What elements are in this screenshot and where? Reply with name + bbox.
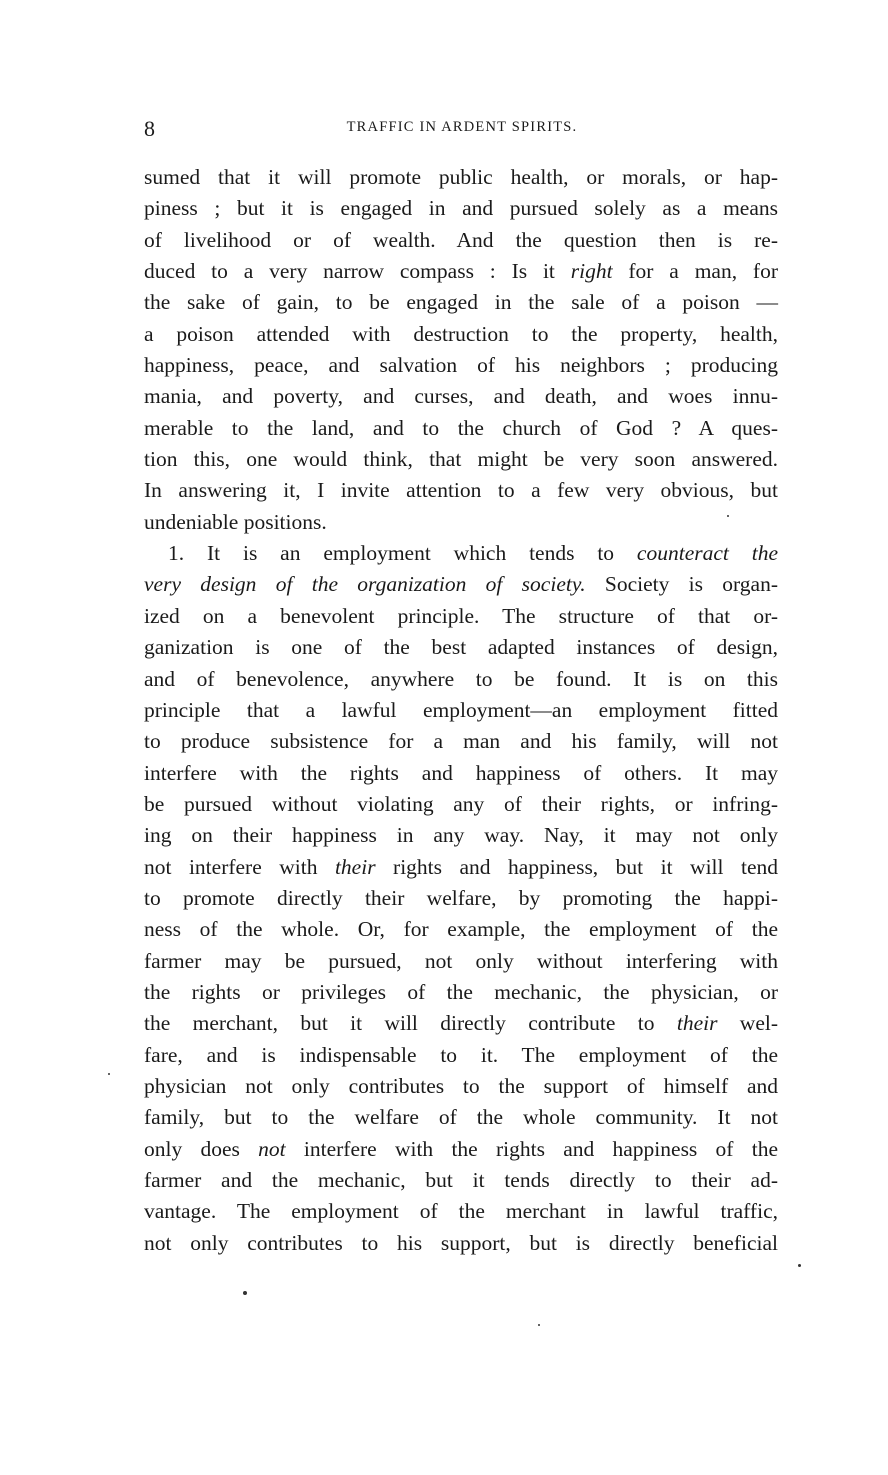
text-segment: mania, and poverty, and curses, and death, and woes innu-: [144, 384, 778, 409]
text-segment: and of benevolence, anywhere to be found. It is on this: [144, 666, 778, 691]
text-line: [144, 319, 778, 350]
scan-speck: [538, 1324, 540, 1326]
text-line: [144, 381, 778, 412]
text-segment: the sake of gain, to be engaged in the sale of a poison —: [144, 290, 778, 315]
text-line: [144, 1196, 778, 1227]
running-title: TRAFFIC IN ARDENT SPIRITS.: [346, 119, 578, 135]
scan-speck: [108, 1073, 110, 1075]
text-segment: rights and happiness, but it will tend: [375, 854, 778, 879]
text-line: [144, 1040, 778, 1071]
text-line: [144, 1165, 778, 1196]
text-segment: fare, and is indispensable to it. The employment of the: [144, 1042, 778, 1067]
page-number: 8: [144, 116, 155, 141]
text-segment: ing on their happiness in any way. Nay, it may not only: [144, 823, 778, 848]
text-segment: piness ; but it is engaged in and pursued solely as a means: [144, 196, 778, 221]
italic-text: not: [258, 1136, 286, 1161]
text-line: [144, 256, 778, 287]
text-segment: to promote directly their welfare, by promoting the happi-: [144, 885, 778, 910]
text-line: [144, 413, 778, 444]
text-line: [144, 538, 778, 569]
text-line: [144, 601, 778, 632]
text-line: [144, 632, 778, 663]
scan-speck: [798, 1264, 801, 1267]
text-segment: Society is organ-: [585, 572, 779, 597]
text-line: [144, 193, 778, 224]
text-segment: to produce subsistence for a man and his family, will not: [144, 729, 778, 754]
italic-text: counteract the: [636, 541, 778, 566]
text-segment: vantage. The employment of the merchant in lawful traffic,: [144, 1199, 778, 1224]
text-segment: of livelihood or of wealth. And the question then is re-: [144, 227, 778, 252]
text-line: [144, 1071, 778, 1102]
text-line: [144, 350, 778, 381]
text-line: [144, 444, 778, 475]
text-segment: In answering it, I invite attention to a few very obvious, but: [144, 478, 778, 503]
text-segment: for a man, for: [612, 259, 778, 284]
text-line: [144, 789, 778, 820]
italic-text: very design of the organization of society.: [144, 572, 586, 597]
text-line: [144, 1228, 778, 1259]
scan-speck: [243, 1291, 247, 1295]
text-segment: farmer may be pursued, not only without interfering with: [144, 948, 778, 973]
text-line: [144, 758, 778, 789]
text-line: [144, 1102, 778, 1133]
text-line: [144, 162, 778, 193]
text-segment: 1. It is an employment which tends to: [168, 541, 637, 566]
text-line: [144, 883, 778, 914]
text-segment: ganization is one of the best adapted instances of design,: [144, 635, 778, 660]
text-line: [144, 695, 778, 726]
text-segment: family, but to the welfare of the whole community. It not: [144, 1105, 778, 1130]
text-line: [144, 507, 778, 538]
text-segment: undeniable positions.: [144, 509, 327, 534]
text-segment: a poison attended with destruction to the property, health,: [144, 321, 778, 346]
text-segment: wel-: [717, 1011, 779, 1036]
text-line: [144, 977, 778, 1008]
text-line: [144, 946, 778, 977]
text-segment: happiness, peace, and salvation of his neighbors ; producing: [144, 353, 778, 378]
text-segment: interfere with the rights and happiness of the: [285, 1136, 778, 1161]
text-line: [144, 914, 778, 945]
text-segment: not interfere with: [144, 854, 335, 879]
italic-text: their: [676, 1011, 718, 1036]
text-segment: ized on a benevolent principle. The structure of that or-: [144, 603, 778, 628]
text-line: [144, 225, 778, 256]
text-segment: the rights or privileges of the mechanic, the physician, or: [144, 979, 778, 1004]
italic-text: right: [570, 259, 613, 284]
text-segment: tion this, one would think, that might be very soon answered.: [144, 447, 778, 472]
text-line: [144, 664, 778, 695]
text-segment: be pursued without violating any of their rights, or infring-: [144, 791, 778, 816]
text-line: [144, 1008, 778, 1039]
text-segment: sumed that it will promote public health, or morals, or hap-: [144, 165, 778, 189]
italic-text: their: [334, 854, 376, 879]
text-segment: interfere with the rights and happiness of others. It may: [144, 760, 778, 785]
body-text: [144, 162, 778, 1259]
scan-speck: [727, 515, 729, 517]
text-line: [144, 475, 778, 506]
text-segment: duced to a very narrow compass : Is it: [144, 259, 571, 284]
text-segment: not only contributes to his support, but is directly beneficial: [144, 1230, 778, 1255]
text-segment: only does: [144, 1136, 259, 1161]
running-head: [144, 116, 780, 142]
text-line: [144, 1134, 778, 1165]
text-line: [144, 569, 778, 600]
text-line: [144, 726, 778, 757]
text-line: [144, 287, 778, 318]
text-segment: ness of the whole. Or, for example, the employment of the: [144, 917, 778, 942]
text-line: [144, 852, 778, 883]
text-segment: the merchant, but it will directly contribute to: [144, 1011, 677, 1036]
text-segment: physician not only contributes to the support of himself and: [144, 1073, 778, 1098]
text-segment: merable to the land, and to the church of God ? A ques-: [144, 415, 778, 440]
text-segment: principle that a lawful employment—an employment fitted: [144, 697, 778, 722]
text-segment: farmer and the mechanic, but it tends directly to their ad-: [144, 1168, 778, 1192]
text-line: [144, 820, 778, 851]
